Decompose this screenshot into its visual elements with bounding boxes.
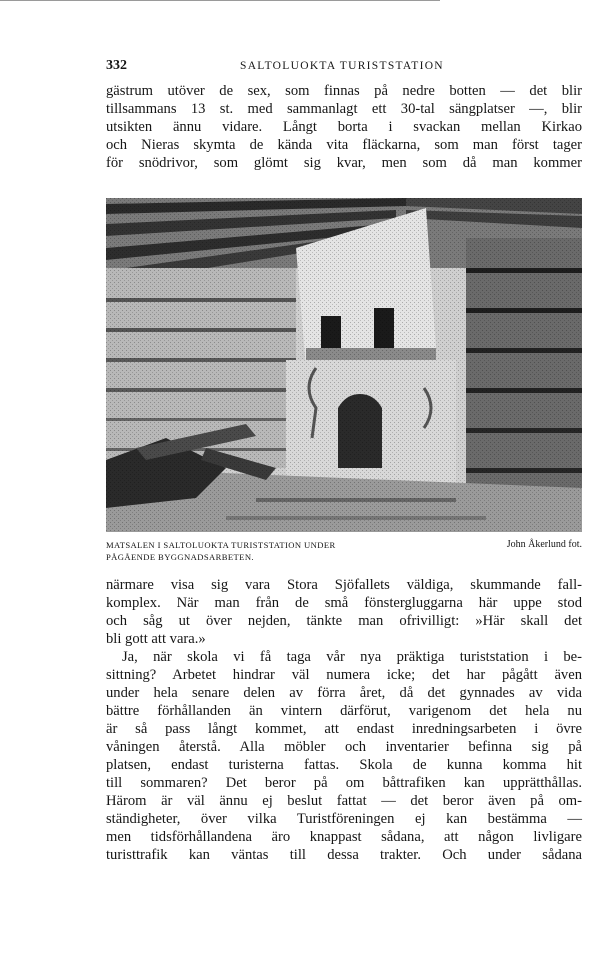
text-line: för snödrivor, som glömt sig kvar, men som då man kommer (106, 155, 582, 171)
caption-line: MATSALEN I SALTOLUOKTA TURISTSTATION UNDER (106, 540, 336, 550)
dining-hall-photo (106, 198, 582, 532)
text-line: bättre förhållanden än vintern därförut, varigenom det hela nu (106, 703, 582, 719)
paragraph-first-line: Ja, när skola vi få taga vår nya präktiga turiststation i be- (122, 649, 582, 665)
text-line: bli gott att vara.» (106, 631, 206, 647)
text-line: är så pass långt kommet, att endast inredningsarbeten i övre (106, 721, 582, 737)
figure-caption (106, 539, 582, 569)
text-line: ständigheter, över vilka Turistföreningen ej kan bestämma — (106, 811, 582, 827)
text-line: komplex. När man från de små fönstergluggarna här uppe stod (106, 595, 582, 611)
text-line: tillsammans 13 st. med sammanlagt ett 30-tal sängplatser —, blir (106, 101, 582, 117)
text-line: och såg ut över nejden, tänkte man ofrivilligt: »Här skall det (106, 613, 582, 629)
text-line: sittning? Arbetet hindrar väl numera icke; det har pågått även (106, 667, 582, 683)
text-line: utsikten ännu vidare. Långt borta i svackan mellan Kirkao (106, 119, 582, 135)
text-line: Härom är väl ännu ej beslut fattat — det beror även på om- (106, 793, 582, 809)
caption-text (106, 539, 436, 563)
text-line: under hela senare delen av förra året, då det gynnades av vida (106, 685, 582, 701)
caption-line: PÅGÅENDE BYGGNADSARBETEN. (106, 552, 254, 562)
text-line: platsen, endast turisterna fattas. Skola de kunna komma hit (106, 757, 582, 773)
paragraph-continued (106, 82, 582, 172)
page-number: 332 (106, 58, 127, 73)
page-header (106, 58, 582, 78)
text-line: till sommaren? Det beror på om båttrafiken kan upprätthållas. (106, 775, 582, 791)
text-line: närmare visa sig vara Stora Sjöfallets väldiga, skummande fall- (106, 577, 582, 593)
body-text (106, 576, 582, 864)
running-title: SALTOLUOKTA TURISTSTATION (240, 60, 444, 72)
text-line: våningen återstå. Alla möbler och inventarier befinna sig på (106, 739, 582, 755)
text-line: turisttrafik kan väntas till dessa trakter. Och under sådana (106, 847, 582, 863)
top-rule (0, 0, 440, 1)
text-line: och Nieras skymta de kända vita fläckarna, som man först tager (106, 137, 582, 153)
text-line: men tidsförhållandena äro knappast sådana, att någon livligare (106, 829, 582, 845)
text-line: gästrum utöver de sex, som finnas på nedre botten — det blir (106, 83, 582, 99)
photo-credit: John Åkerlund fot. (506, 539, 582, 550)
